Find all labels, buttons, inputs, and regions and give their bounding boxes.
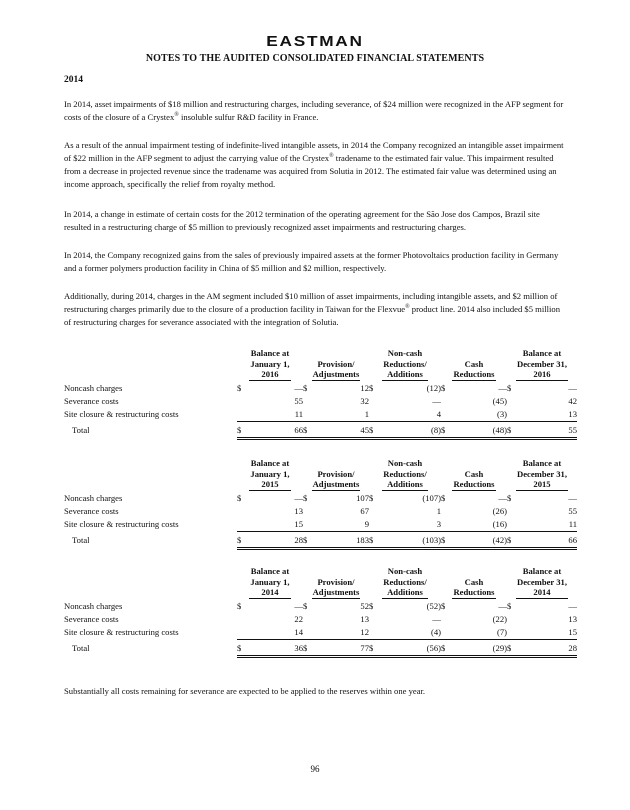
eastman-logo: EASTMAN xyxy=(266,33,364,50)
severance-footnote: Substantially all costs remaining for severance are expected to be applied to the reserves within one year. xyxy=(64,686,426,696)
table-row: Noncash charges $ — $ 12 $ (12) $ — $ — xyxy=(64,382,577,393)
header-noncash-reductions: Non-cash Reductions/ Additions xyxy=(383,348,427,379)
header-cash-reductions: Cash Reductions xyxy=(453,576,495,597)
table-row: Site closure & restructuring costs 14 12 (4) (7) 15 xyxy=(64,626,577,640)
document-title: NOTES TO THE AUDITED CONSOLIDATED FINANCIAL STATEMENTS xyxy=(145,53,485,64)
table-row: Severance costs 55 32 — (45) 42 xyxy=(64,395,577,406)
header-noncash-reductions: Non-cash Reductions/ Additions xyxy=(383,458,427,489)
reserve-table-2015 xyxy=(64,458,577,550)
header-beginning-balance: Balance at January 1, 2016 xyxy=(250,348,290,379)
total-label: Total xyxy=(72,535,90,545)
header-noncash-reductions: Non-cash Reductions/ Additions xyxy=(383,566,427,597)
table-row: Noncash charges $ — $ 52 $ (52) $ — $ — xyxy=(64,600,577,611)
paragraph-crystex-closure: In 2014, asset impairments of $18 million and restructuring charges, including severance, of $24 million were recognized in the AFP segment for costs of the closure of a Crystex® insoluble sulfur R&D facility in France. xyxy=(64,99,564,122)
total-label: Total xyxy=(72,425,90,435)
paragraph-brazil-termination: In 2014, a change in estimate of certain costs for the 2012 termination of the operating agreement for the São Jose dos Campos, Brazil site resulted in a restructuring charge of $5 million to previously recognized asset impairments and restructuring charges. xyxy=(64,209,540,232)
reserve-table-2016 xyxy=(64,348,577,440)
row-label: Noncash charges xyxy=(64,600,123,611)
total-row: Total $ 28 $ 183 $ (103) $ (42) $ 66 xyxy=(64,531,577,548)
table-row: Noncash charges $ — $ 107 $ (107) $ — $ — xyxy=(64,492,577,503)
total-row: Total $ 36 $ 77 $ (56) $ (29) $ 28 xyxy=(64,639,577,656)
header-ending-balance: Balance at December 31, 2014 xyxy=(517,566,567,597)
header-ending-balance: Balance at December 31, 2015 xyxy=(517,458,567,489)
row-label: Noncash charges xyxy=(64,382,123,393)
table-row: Severance costs 13 67 1 (26) 55 xyxy=(64,505,577,516)
row-label: Severance costs xyxy=(64,395,119,406)
total-row: Total $ 66 $ 45 $ (8) $ (48) $ 55 xyxy=(64,421,577,438)
header-cash-reductions: Cash Reductions xyxy=(453,358,495,379)
table-row: Severance costs 22 13 — (22) 13 xyxy=(64,613,577,624)
table-row: Site closure & restructuring costs 15 9 3 (16) 11 xyxy=(64,518,577,532)
row-label: Site closure & restructuring costs xyxy=(64,408,179,419)
page-number: 96 xyxy=(310,764,320,774)
header-beginning-balance: Balance at January 1, 2015 xyxy=(250,458,290,489)
total-label: Total xyxy=(72,643,90,653)
header-provision: Provision/ Adjustments xyxy=(312,468,360,489)
header-provision: Provision/ Adjustments xyxy=(312,358,360,379)
paragraph-am-segment-charges: Additionally, during 2014, charges in the AM segment included $10 million of asset impairments, including intangible assets, and $2 million of restructuring charges primarily due to the closure of a production facility in Taiwan for the Flexvue® product line. 2014 also included $5 million of restructuring charges for severance associated with the integration of Solutia. xyxy=(64,291,560,327)
paragraph-intangible-impairment: As a result of the annual impairment testing of indefinite-lived intangible assets, in 2014 the Company recognized an intangible asset impairment of $22 million in the AFP segment to adjust the carrying value of the Crystex® tradename to the estimated fair value. This impairment resulted from a decrease in projected revenue since the tradename was acquired from Solutia in 2012. The estimated fair value was determined using an income approach, specifically the relief from royalty method. xyxy=(64,140,564,189)
row-label: Severance costs xyxy=(64,613,119,624)
header-ending-balance: Balance at December 31, 2016 xyxy=(517,348,567,379)
table-row: Site closure & restructuring costs 11 1 4 (3) 13 xyxy=(64,408,577,422)
header-provision: Provision/ Adjustments xyxy=(312,576,360,597)
row-label: Noncash charges xyxy=(64,492,123,503)
header-cash-reductions: Cash Reductions xyxy=(453,468,495,489)
row-label: Site closure & restructuring costs xyxy=(64,626,179,637)
row-label: Severance costs xyxy=(64,505,119,516)
paragraph-impaired-asset-gains: In 2014, the Company recognized gains from the sales of previously impaired assets at the former Photovoltaics production facility in Germany and a former polymers production facility in China of $5 million and $2 million, respectively. xyxy=(64,250,559,273)
header-beginning-balance: Balance at January 1, 2014 xyxy=(250,566,290,597)
year-heading: 2014 xyxy=(64,75,83,85)
reserve-table-2014 xyxy=(64,566,577,658)
row-label: Site closure & restructuring costs xyxy=(64,518,179,529)
